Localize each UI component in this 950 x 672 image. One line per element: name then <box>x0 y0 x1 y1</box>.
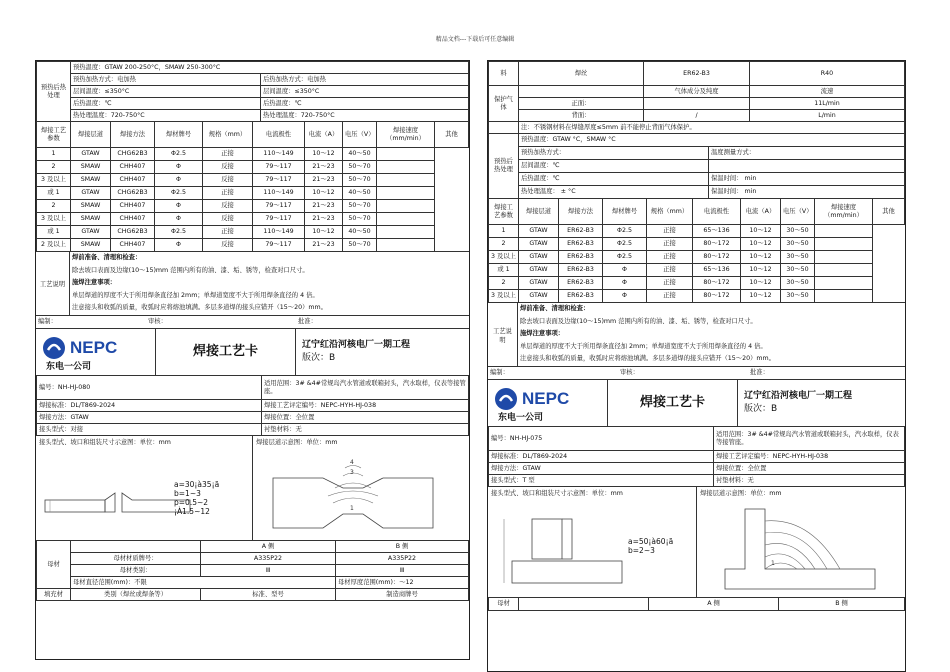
param-cell: SMAW <box>71 239 111 252</box>
param-row <box>37 148 469 161</box>
version: 版次：B <box>744 404 778 414</box>
dim-b: b=2~3 <box>628 546 655 555</box>
param-cell: 10～12 <box>741 251 781 264</box>
logo-en: NEPC <box>521 389 569 408</box>
param-cell: 10～12 <box>305 148 343 161</box>
param-cell: 40～50 <box>343 226 377 239</box>
param-cell: SMAW <box>71 174 111 187</box>
param-cell: Φ <box>155 239 203 252</box>
param-header: 规格（mm） <box>203 122 253 148</box>
param-cell: 80～172 <box>693 290 741 303</box>
note-heading: 焊前准备、清理和检查： <box>520 305 590 312</box>
param-cell <box>377 213 435 226</box>
note-heading: 焊前准备、清理和检查： <box>72 254 142 261</box>
param-cell: ER62-B3 <box>559 290 603 303</box>
param-cell: 40～50 <box>343 148 377 161</box>
param-cell: ER62-B3 <box>559 264 603 277</box>
dim-t: ¡À1.5~12 <box>174 507 210 516</box>
param-cell: 50～70 <box>343 239 377 252</box>
svg-text:4: 4 <box>350 459 354 466</box>
scope: 适用范围：3# &4#常规岛汽水管道或联箱封头，汽水取样，仪表等接管座。 <box>262 376 469 400</box>
project-name: 辽宁红沿河核电厂一期工程 <box>744 391 853 401</box>
note-heading: 施焊注意事项： <box>72 279 117 286</box>
param-cell: 21～23 <box>305 239 343 252</box>
preheat-cell: 预热加热方式：电加热 <box>71 74 261 86</box>
param-cell: 2 <box>37 161 71 174</box>
preheat-cell: 后热加热方式：电加热 <box>261 74 469 86</box>
param-cell: Φ2.5 <box>603 238 647 251</box>
weld-method: 焊接方法：GTAW <box>37 412 262 424</box>
gas-row-label: 背面： <box>519 110 644 122</box>
param-cell: GTAW <box>519 238 559 251</box>
param-cell: 反接 <box>203 213 253 226</box>
joint-type: 接头型式：T 型 <box>489 475 714 487</box>
notes-label: 工艺说明 <box>488 303 518 366</box>
param-cell: 80～172 <box>693 238 741 251</box>
param-cell: Φ <box>155 200 203 213</box>
param-cell: 正接 <box>647 290 693 303</box>
param-header: 电流（A） <box>741 199 781 225</box>
param-cell: 65～136 <box>693 264 741 277</box>
param-cell: CHH407 <box>111 174 155 187</box>
dim-b: b=1~3 <box>174 489 201 498</box>
preheat-label: 预热后热处理 <box>37 62 71 122</box>
left-base-table <box>36 540 469 601</box>
param-cell: GTAW <box>71 148 111 161</box>
param-cell: Φ <box>603 264 647 277</box>
param-cell: CHG62B3 <box>111 226 155 239</box>
param-cell: 79～117 <box>253 200 305 213</box>
param-cell: Φ2.5 <box>155 226 203 239</box>
right-base-table <box>488 597 905 611</box>
right-param-table <box>488 198 905 303</box>
param-row <box>489 290 905 303</box>
param-cell: 3 及以上 <box>37 213 71 226</box>
param-cell: 3 及以上 <box>489 290 519 303</box>
param-cell <box>815 225 873 238</box>
preheat-cell: 热处理温度：720-750°C <box>261 110 469 122</box>
bead-sketch <box>697 487 905 597</box>
param-cell: 或 1 <box>37 187 71 200</box>
param-cell: 30～50 <box>781 264 815 277</box>
backing: 衬垫材料：无 <box>714 475 905 487</box>
project-name: 辽宁红沿河核电厂一期工程 <box>302 340 411 350</box>
param-label: 焊接工艺参数 <box>37 122 71 148</box>
param-cell: 10～12 <box>741 277 781 290</box>
sketch-b-label: 焊接层道示意图：单位：mm <box>256 439 338 446</box>
param-cell: SMAW <box>71 213 111 226</box>
param-cell: 正接 <box>647 264 693 277</box>
param-cell <box>815 264 873 277</box>
param-row <box>37 161 469 174</box>
param-cell: 21～23 <box>305 200 343 213</box>
base-label: 母材 <box>37 541 71 589</box>
param-row <box>489 238 905 251</box>
param-cell: 21～23 <box>305 161 343 174</box>
filler-col: 制造商牌号 <box>336 589 469 601</box>
class-a: Ⅲ <box>201 565 336 577</box>
version: 版次：B <box>302 353 336 363</box>
param-cell: 65～136 <box>693 225 741 238</box>
param-header: 焊接层道 <box>519 199 559 225</box>
preheat-cell: 保温时间： min <box>709 173 905 186</box>
wire-label: 焊丝 <box>519 62 644 86</box>
param-cell: CHG62B3 <box>111 187 155 200</box>
right-gas-table <box>488 85 905 134</box>
param-row <box>37 174 469 187</box>
scope: 适用范围：3# &4#常规岛汽水管道或联箱封头，汽水取样，仪表等接管座。 <box>714 427 905 451</box>
side-a: A 侧 <box>649 598 779 611</box>
gas-comp: / <box>644 110 750 122</box>
note-line: 单层焊道的厚度不大于所用焊条直径加 2mm；单焊道宽度不大于所用焊条直径的 4 倍。 <box>520 342 767 350</box>
param-cell: 30～50 <box>781 290 815 303</box>
param-cell: 正接 <box>203 148 253 161</box>
param-cell: 30～50 <box>781 251 815 264</box>
param-row <box>37 200 469 213</box>
param-cell: ER62-B3 <box>559 251 603 264</box>
param-cell: 50～70 <box>343 213 377 226</box>
param-header: 焊接层道 <box>71 122 111 148</box>
param-cell: 1 <box>37 148 71 161</box>
right-material-table <box>488 61 905 86</box>
right-info-table <box>488 426 905 487</box>
left-card <box>35 60 470 660</box>
param-header: 电流极性 <box>693 199 741 225</box>
preheat-cell: 层间温度：≤350°C <box>261 86 469 98</box>
card-title: 焊接工艺卡 <box>608 380 738 426</box>
param-cell: Φ <box>155 174 203 187</box>
param-row <box>37 187 469 200</box>
note-line: 除去坡口表面及边缘(10～15)mm 范围内所有的油、漆、垢、锈等，检查对口尺寸。 <box>520 317 757 325</box>
grade-b: A335P22 <box>336 553 469 565</box>
preheat-cell: 预热温度：GTAW °C，SMAW °C <box>519 134 905 147</box>
param-cell: 30～50 <box>781 277 815 290</box>
param-cell: 反接 <box>203 239 253 252</box>
gas-flow: L/min <box>750 110 905 122</box>
param-cell: 21～23 <box>305 174 343 187</box>
preheat-cell: 预热温度：GTAW 200-250°C，SMAW 250-300°C <box>71 62 469 74</box>
gas-head: 流速 <box>750 86 905 98</box>
number: 编号：NH-HJ-080 <box>37 376 262 400</box>
param-cell: 正接 <box>203 226 253 239</box>
param-cell: Φ2.5 <box>155 187 203 200</box>
sign-reviewed: 审核： <box>620 369 639 376</box>
param-cell <box>377 148 435 161</box>
param-cell: 反接 <box>203 161 253 174</box>
gas-comp <box>644 98 750 110</box>
card-title: 焊接工艺卡 <box>156 329 296 375</box>
side-a: A 侧 <box>201 541 336 553</box>
param-cell <box>377 187 435 200</box>
svg-text:3: 3 <box>350 469 354 476</box>
note-line: 注意接头和收弧的质量，收弧时应将熔池填满。多层多道焊的接头应错开（15～20）mm。 <box>520 355 775 362</box>
param-header: 焊材牌号 <box>155 122 203 148</box>
note-line: 注意接头和收弧的质量，收弧时应将熔池填满。多层多道焊的接头应错开（15～20）mm。 <box>72 304 327 311</box>
param-cell: 79～117 <box>253 174 305 187</box>
svg-text:1: 1 <box>771 560 775 567</box>
param-cell: 30～50 <box>781 225 815 238</box>
param-cell: 21～23 <box>305 213 343 226</box>
param-cell: 79～117 <box>253 239 305 252</box>
param-cell: Φ <box>155 213 203 226</box>
param-cell: 2 <box>37 200 71 213</box>
param-cell: 50～70 <box>343 200 377 213</box>
param-header: 其他 <box>873 199 905 225</box>
wire-spec: R40 <box>750 62 905 86</box>
param-cell <box>377 226 435 239</box>
param-cell: 正接 <box>203 187 253 200</box>
param-cell: 2 及以上 <box>37 239 71 252</box>
param-cell: 110～149 <box>253 148 305 161</box>
param-header: 其他 <box>435 122 469 148</box>
param-cell: 79～117 <box>253 213 305 226</box>
param-row <box>489 277 905 290</box>
param-cell: 2 <box>489 238 519 251</box>
param-cell: 3 及以上 <box>37 174 71 187</box>
param-header: 规格（mm） <box>647 199 693 225</box>
grade-a: A335P22 <box>201 553 336 565</box>
param-cell: 79～117 <box>253 161 305 174</box>
material-label: 料 <box>489 62 519 86</box>
nepc-logo <box>36 329 156 375</box>
sketch-b-label: 焊接层道示意图：单位：mm <box>700 490 782 497</box>
param-cell: 1 <box>489 225 519 238</box>
param-cell: 110～149 <box>253 187 305 200</box>
param-cell: 80～172 <box>693 277 741 290</box>
note-line: 除去坡口表面及边缘(10～15)mm 范围内所有的油、漆、垢、锈等，检查对口尺寸。 <box>72 266 309 274</box>
left-param-table <box>36 121 469 252</box>
param-cell: GTAW <box>519 290 559 303</box>
preheat-cell: 后热温度：℃ <box>261 98 469 110</box>
param-cell <box>377 200 435 213</box>
param-cell: ER62-B3 <box>559 238 603 251</box>
param-cell: SMAW <box>71 200 111 213</box>
param-cell: 40～50 <box>343 187 377 200</box>
param-cell: 10～12 <box>305 187 343 200</box>
sketch-a-label: 接头型式、坡口和组装尺寸示意图：单位：mm <box>491 490 623 497</box>
param-cell: GTAW <box>71 226 111 239</box>
gas-flow: 11L/min <box>750 98 905 110</box>
param-cell: CHH407 <box>111 239 155 252</box>
weld-method: 焊接方法：GTAW <box>489 463 714 475</box>
param-cell: CHH407 <box>111 161 155 174</box>
side-b: B 侧 <box>336 541 469 553</box>
note-line: 单层焊道的厚度不大于所用焊条直径加 2mm；单焊道宽度不大于所用焊条直径的 4 倍。 <box>72 291 319 299</box>
preheat-cell: 层间温度：℃ <box>519 160 709 173</box>
sign-approved: 批准： <box>298 318 317 325</box>
param-cell: GTAW <box>519 277 559 290</box>
param-cell: 正接 <box>647 238 693 251</box>
eval-number: 焊接工艺评定编号：NEPC-HYH-HJ-038 <box>262 400 469 412</box>
param-cell: 正接 <box>647 277 693 290</box>
param-cell: 10～12 <box>741 290 781 303</box>
preheat-cell <box>709 160 905 173</box>
sign-prepared: 编制： <box>38 318 57 325</box>
param-header: 电压（V） <box>781 199 815 225</box>
param-cell: 或 1 <box>489 264 519 277</box>
param-cell: 30～50 <box>781 238 815 251</box>
param-cell: 正接 <box>647 251 693 264</box>
param-cell: Φ <box>155 161 203 174</box>
param-cell: 10～12 <box>305 226 343 239</box>
param-cell: Φ2.5 <box>155 148 203 161</box>
groove-sketch <box>36 436 253 540</box>
filler-col: 类别（焊丝或焊条等） <box>71 589 201 601</box>
preheat-cell: 预热加热方式： <box>519 147 709 160</box>
logo-cn: 东电一公司 <box>497 413 543 423</box>
param-cell: 2 <box>489 277 519 290</box>
param-row <box>37 226 469 239</box>
dim-p: p=0.5~2 <box>174 498 209 507</box>
param-cell: 10～12 <box>741 264 781 277</box>
param-cell: 50～70 <box>343 161 377 174</box>
weld-position: 焊接位置：全位置 <box>262 412 469 424</box>
preheat-cell: 后热温度：℃ <box>71 98 261 110</box>
preheat-cell: 后热温度：℃ <box>519 173 709 186</box>
param-cell: 3 及以上 <box>489 251 519 264</box>
base-label: 母材 <box>489 598 519 611</box>
thickness-range: 母材厚度范围(mm)：～12 <box>336 577 469 589</box>
param-header: 电流（A） <box>305 122 343 148</box>
param-cell <box>377 161 435 174</box>
gas-row-label: 正面： <box>519 98 644 110</box>
param-cell <box>377 174 435 187</box>
param-row <box>37 213 469 226</box>
sign-prepared: 编制： <box>490 369 509 376</box>
param-cell: 80～172 <box>693 251 741 264</box>
dim-a: a=30¡à35¡ã <box>174 480 220 489</box>
note-heading: 施焊注意事项： <box>520 330 565 337</box>
param-header: 焊接速度（mm/min） <box>377 122 435 148</box>
param-cell: 110～149 <box>253 226 305 239</box>
filler-col: 标准、型号 <box>201 589 336 601</box>
left-preheat-table <box>36 61 469 122</box>
preheat-label: 预热后热处理 <box>489 134 519 199</box>
param-row <box>489 225 905 238</box>
param-cell: ER62-B3 <box>559 277 603 290</box>
param-cell: ER62-B3 <box>559 225 603 238</box>
dim-a: a=50¡à60¡ã <box>628 537 674 546</box>
param-row <box>489 251 905 264</box>
left-info-table <box>36 375 469 436</box>
svg-text:1: 1 <box>350 505 354 512</box>
preheat-cell: 保温时间： min <box>709 186 905 199</box>
logo-en: NEPC <box>69 338 117 357</box>
groove-sketch <box>488 487 697 597</box>
sign-approved: 批准： <box>750 369 769 376</box>
right-preheat-table <box>488 133 905 199</box>
param-cell: CHH407 <box>111 213 155 226</box>
param-cell: Φ <box>603 290 647 303</box>
sketch-a-label: 接头型式、坡口和组装尺寸示意图：单位：mm <box>39 439 171 446</box>
right-card <box>487 60 906 672</box>
param-header: 电压（V） <box>343 122 377 148</box>
param-cell: GTAW <box>519 225 559 238</box>
param-row <box>489 264 905 277</box>
gas-head: 气体成分及纯度 <box>644 86 750 98</box>
param-row <box>37 239 469 252</box>
notes-label: 工艺说明 <box>36 252 70 315</box>
eval-number: 焊接工艺评定编号：NEPC-HYH-HJ-038 <box>714 451 905 463</box>
preheat-cell: 温度测量方式： <box>709 147 905 160</box>
param-cell: 反接 <box>203 200 253 213</box>
logo-cn: 东电一公司 <box>45 362 91 372</box>
weld-position: 焊接位置：全位置 <box>714 463 905 475</box>
wire-grade: ER62-B3 <box>644 62 750 86</box>
class-label: 母材类别： <box>71 565 201 577</box>
param-cell <box>815 277 873 290</box>
standard: 焊接标准：DL/T869-2024 <box>489 451 714 463</box>
bead-sketch <box>253 436 469 540</box>
param-cell <box>815 238 873 251</box>
filler-label: 填充材 <box>37 589 71 601</box>
grade-label: 母材材质牌号： <box>71 553 201 565</box>
param-cell: 50～70 <box>343 174 377 187</box>
standard: 焊接标准：DL/T869-2024 <box>37 400 262 412</box>
preheat-cell: 热处理温度：720-750°C <box>71 110 261 122</box>
side-b: B 侧 <box>779 598 905 611</box>
param-header: 焊接方法 <box>111 122 155 148</box>
gas-note: 注：不锈钢材料在焊缝厚度≤5mm 前不能停止背面气体保护。 <box>519 122 905 134</box>
param-cell: GTAW <box>519 264 559 277</box>
number: 编号：NH-HJ-075 <box>489 427 714 451</box>
param-cell: Φ2.5 <box>603 251 647 264</box>
param-cell: GTAW <box>519 251 559 264</box>
diameter-range: 母材直径范围(mm)：不限 <box>71 577 336 589</box>
param-header: 焊接方法 <box>559 199 603 225</box>
param-cell: GTAW <box>71 187 111 200</box>
param-cell: 反接 <box>203 174 253 187</box>
class-b: Ⅲ <box>336 565 469 577</box>
param-cell: SMAW <box>71 161 111 174</box>
preheat-cell: 热处理温度： ± °C <box>519 186 709 199</box>
param-cell: CHH407 <box>111 200 155 213</box>
param-cell <box>377 239 435 252</box>
joint-type: 接头型式：对接 <box>37 424 262 436</box>
preheat-cell: 层间温度：≤350°C <box>71 86 261 98</box>
param-cell: 10～12 <box>741 238 781 251</box>
sign-reviewed: 审核： <box>148 318 167 325</box>
param-cell: 或 1 <box>37 226 71 239</box>
param-cell: 10～12 <box>741 225 781 238</box>
param-cell: 正接 <box>647 225 693 238</box>
param-cell: Φ <box>603 277 647 290</box>
param-header: 焊材牌号 <box>603 199 647 225</box>
param-cell <box>815 251 873 264</box>
param-cell: Φ2.5 <box>603 225 647 238</box>
param-label: 焊接工艺参数 <box>489 199 519 225</box>
param-header: 电流极性 <box>253 122 305 148</box>
gas-label: 保护气体 <box>489 86 519 122</box>
header-note: 精品文档---下载后可任意编辑 <box>435 36 515 43</box>
backing: 衬垫材料：无 <box>262 424 469 436</box>
nepc-logo <box>488 380 608 426</box>
param-header: 焊接速度（mm/min） <box>815 199 873 225</box>
param-cell: CHG62B3 <box>111 148 155 161</box>
param-cell <box>815 290 873 303</box>
